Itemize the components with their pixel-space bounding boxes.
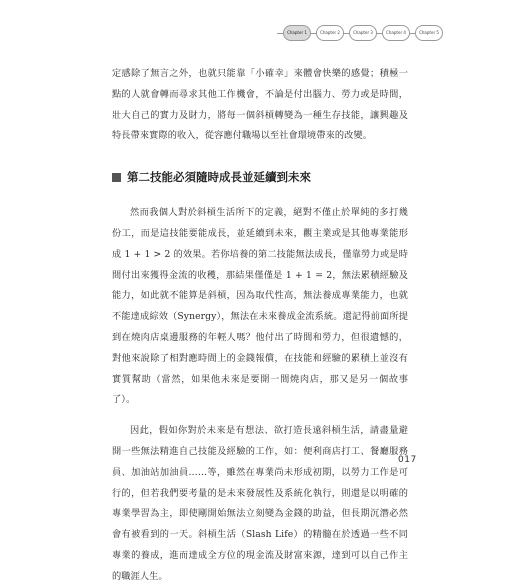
section-heading-text: 第二技能必須隨時成長並延續到未來 bbox=[127, 170, 311, 185]
tab-chapter-4[interactable]: Chapter 4 bbox=[382, 25, 410, 41]
section-heading bbox=[112, 169, 408, 185]
body-paragraph-2: 然而我個人對於斜槓生活所下的定義，絕對不僅止於單純的多打幾份工，而是這技能要能成長，並延續到未來，觀主業或是其他專業能形成 1 + 1 > 2 的效果。若你培養的第二技能無法成長，僅靠勞力或是時間付出來獲得金流的收穫，那結果僅僅是 1 + 1 = 2，無法累積經驗及能力，如此就不能算是斜槓，因為取代性高，無法養成專業能力，也就不能達成綜效（Synergy），無法在未來養成金流系統。還記得前面所提到在燒肉店桌邊服務的年輕人嗎？他付出了時間和勞力，但很遺憾的，對他來說除了相對應時間上的金錢報償，在技能和經驗的累積上並沒有實質幫助（當然，如果他未來是要開一間燒肉店，那又是另一個故事了）。 bbox=[112, 207, 408, 406]
page-number: 017 bbox=[398, 455, 417, 465]
chapter-navigation bbox=[283, 25, 448, 41]
square-bullet-icon bbox=[112, 173, 121, 182]
page-content bbox=[112, 64, 408, 588]
tab-chapter-1[interactable]: Chapter 1 bbox=[283, 25, 311, 41]
body-paragraph-1: 定感除了無言之外，也就只能靠「小確幸」來體會快樂的感覺；積極一點的人就會轉而尋求其他工作機會，不論是付出腦力、勞力或是時間，壯大自己的實力及財力，將每一個斜槓轉變為一種生存技能，讓興趣及特長帶來實際的收入，從容應付職場以至社會環境帶來的改變。 bbox=[112, 68, 408, 142]
tab-chapter-3[interactable]: Chapter 3 bbox=[349, 25, 377, 41]
tab-chapter-5[interactable]: Chapter 5 bbox=[415, 25, 443, 41]
body-paragraph-3: 因此，假如你對於未來是有想法、欲打造長遠斜槓生活，請盡量避開一些無法精進自己技能及經驗的工作，如：便利商店打工、餐廳服務員、加油站加油員……等，雖然在專業尚未形成初期，以勞力工作是可行的，但若我們要考量的是未來發展性及系統化執行，則還是以明確的專業學習為主，即使剛開始無法立刻變為金錢的助益，但長期沉潛必然會有被看到的一天。斜槓生活（Slash Life）的精髓在於透過一些不同專業的養成，進而達成全方位的現金流及財富來源，達到可以自己作主的職涯人生。 bbox=[112, 425, 408, 582]
tab-chapter-2[interactable]: Chapter 2 bbox=[316, 25, 344, 41]
